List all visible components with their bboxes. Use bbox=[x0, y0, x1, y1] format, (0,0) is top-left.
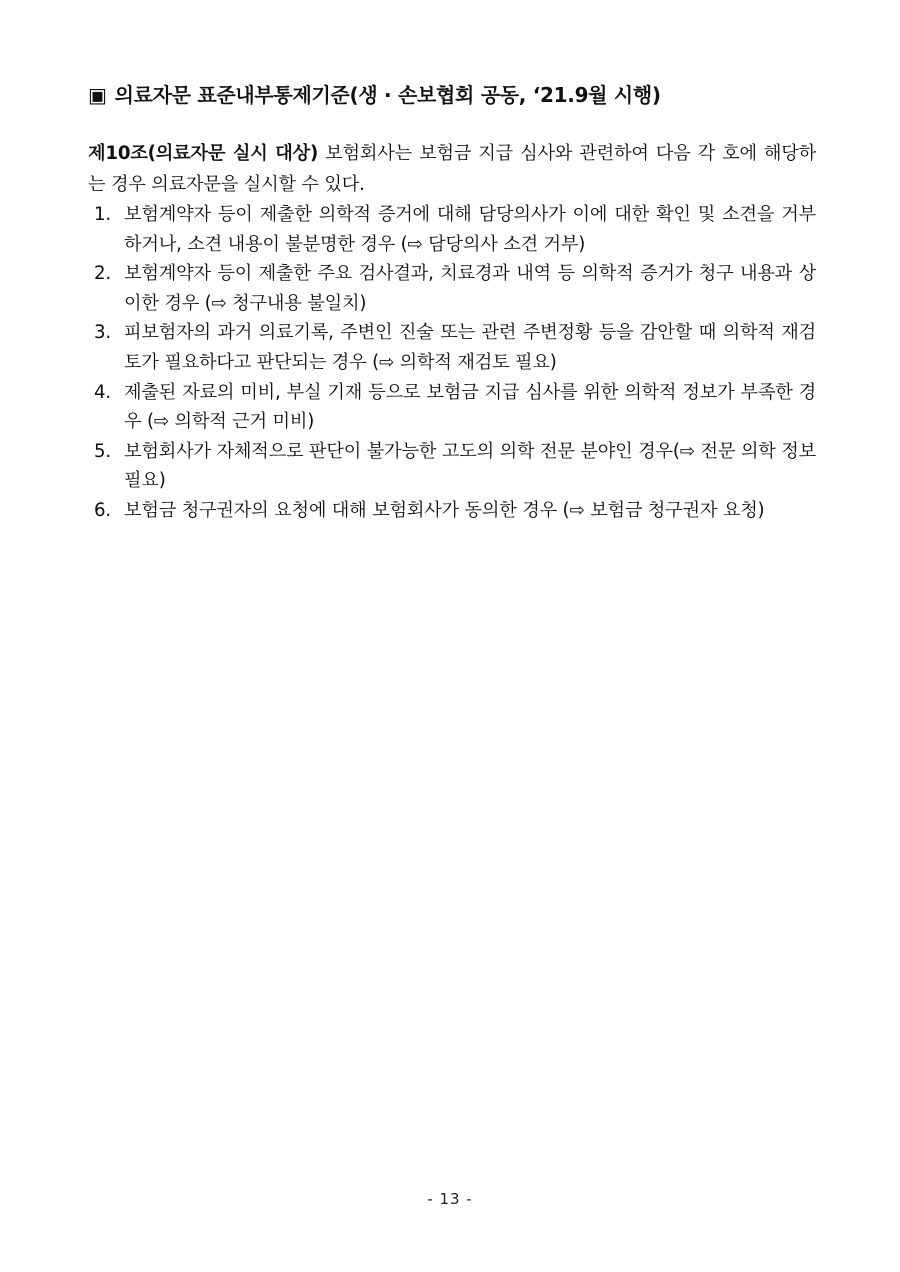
section-title: 의료자문 표준내부통제기준(생 · 손보협회 공동, ‘21.9월 시행) bbox=[114, 83, 661, 107]
list-item bbox=[94, 200, 816, 259]
list-item bbox=[94, 496, 816, 526]
list-item bbox=[94, 437, 816, 496]
item-list bbox=[88, 200, 816, 526]
list-item bbox=[94, 318, 816, 377]
item-number: 4. bbox=[94, 381, 111, 403]
item-number: 6. bbox=[94, 499, 111, 521]
article-body: 보험회사는 보험금 지급 심사와 관련하여 다음 각 호에 해당하는 경우 의료자문을 실시할 수 있다. bbox=[88, 143, 817, 195]
item-text: 보험금 청구권자의 요청에 대해 보험회사가 동의한 경우 (⇨ 보험금 청구권자 요청) bbox=[124, 499, 765, 521]
item-text: 보험회사가 자체적으로 판단이 불가능한 고도의 의학 전문 분야인 경우(⇨ 전문 의학 정보 필요) bbox=[124, 440, 816, 492]
square-bullet-icon: ▣ bbox=[88, 83, 107, 107]
document-page bbox=[88, 78, 816, 526]
item-text: 보험계약자 등이 제출한 의학적 증거에 대해 담당의사가 이에 대한 확인 및 소견을 거부하거나, 소견 내용이 불분명한 경우 (⇨ 담당의사 소견 거부) bbox=[124, 204, 816, 255]
article-title: 제10조(의료자문 실시 대상) bbox=[88, 143, 319, 164]
page-number: - 13 - bbox=[427, 1190, 473, 1208]
item-text: 피보험자의 과거 의료기록, 주변인 진술 또는 관련 주변정황 등을 감안할 때 의학적 재검토가 필요하다고 판단되는 경우 (⇨ 의학적 재검토 필요) bbox=[124, 322, 816, 373]
item-number: 3. bbox=[94, 322, 111, 344]
item-number: 5. bbox=[94, 440, 111, 462]
item-number: 1. bbox=[94, 204, 111, 225]
item-text: 제출된 자료의 미비, 부실 기재 등으로 보험금 지급 심사를 위한 의학적 정보가 부족한 경우 (⇨ 의학적 근거 미비) bbox=[124, 381, 816, 433]
item-text: 보험계약자 등이 제출한 주요 검사결과, 치료경과 내역 등 의학적 증거가 청구 내용과 상이한 경우 (⇨ 청구내용 불일치) bbox=[124, 263, 816, 314]
article-paragraph bbox=[88, 138, 816, 200]
item-number: 2. bbox=[94, 263, 111, 285]
list-item bbox=[94, 378, 816, 437]
list-item bbox=[94, 259, 816, 318]
section-heading bbox=[88, 78, 816, 112]
